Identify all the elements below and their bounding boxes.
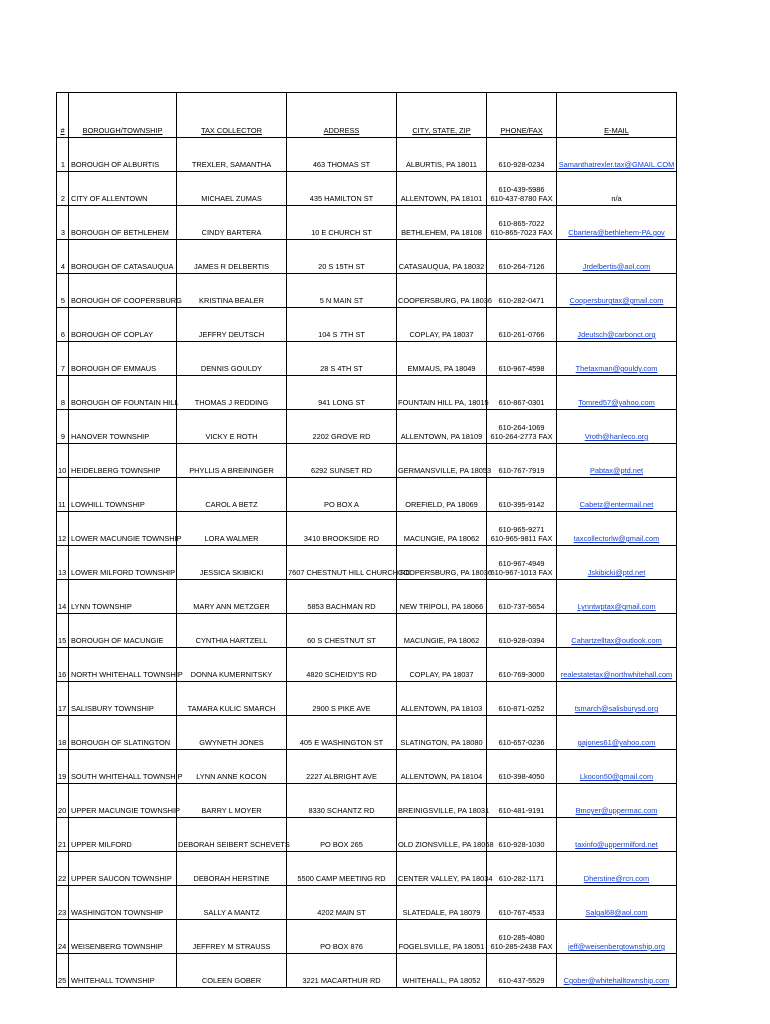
borough-township-cell: BOROUGH OF ALBURTIS — [69, 138, 177, 172]
borough-township-cell: WHITEHALL TOWNSHIP — [69, 954, 177, 988]
borough-township-cell: BOROUGH OF EMMAUS — [69, 342, 177, 376]
address-cell: 941 LONG ST — [287, 376, 397, 410]
table-row — [57, 138, 677, 172]
tax-collector-cell: CAROL A BETZ — [177, 478, 287, 512]
city-state-zip-cell: ALBURTIS, PA 18011 — [397, 138, 487, 172]
tax-collector-cell: TAMARA KULIC SMARCH — [177, 682, 287, 716]
phone-fax-cell — [487, 784, 557, 818]
email-text: n/a — [611, 194, 622, 203]
table-body — [57, 138, 677, 988]
tax-collector-cell: KRISTINA BEALER — [177, 274, 287, 308]
table-row — [57, 614, 677, 648]
phone-fax-cell — [487, 512, 557, 546]
tax-collector-cell: LORA WALMER — [177, 512, 287, 546]
address-cell: 8330 SCHANTZ RD — [287, 784, 397, 818]
address-cell: PO BOX 876 — [287, 920, 397, 954]
table-row — [57, 478, 677, 512]
borough-township-cell: UPPER MACUNGIE TOWNSHIP — [69, 784, 177, 818]
phone-line: 610-928-0234 — [498, 160, 545, 169]
tax-collector-cell: LYNN ANNE KOCON — [177, 750, 287, 784]
table-row — [57, 240, 677, 274]
email-link[interactable]: Vroth@hanleco.org — [584, 432, 649, 441]
tax-collector-table — [56, 92, 677, 988]
phone-line: 610-395-9142 — [498, 500, 545, 509]
phone-line: 610-967-4949 — [498, 559, 545, 568]
email-link[interactable]: Jskibicki@ptd.net — [587, 568, 646, 577]
phone-line: 610-285-2438 FAX — [490, 942, 553, 951]
table-row — [57, 308, 677, 342]
phone-fax-cell — [487, 614, 557, 648]
address-cell: 28 S 4TH ST — [287, 342, 397, 376]
address-cell: 5 N MAIN ST — [287, 274, 397, 308]
email-link[interactable]: taxinfo@uppermilford.net — [575, 840, 658, 849]
city-state-zip-cell: OREFIELD, PA 18069 — [397, 478, 487, 512]
row-number: 20 — [57, 784, 69, 818]
table-row — [57, 342, 677, 376]
table-row — [57, 410, 677, 444]
tax-collector-cell: COLEEN GOBER — [177, 954, 287, 988]
row-number: 4 — [57, 240, 69, 274]
address-cell: 3410 BROOKSIDE RD — [287, 512, 397, 546]
email-cell — [557, 716, 677, 750]
address-cell: 5500 CAMP MEETING RD — [287, 852, 397, 886]
table-row — [57, 376, 677, 410]
email-cell — [557, 444, 677, 478]
phone-line: 610-769-3000 — [498, 670, 545, 679]
phone-fax-cell — [487, 886, 557, 920]
phone-line: 610-928-0394 — [498, 636, 545, 645]
borough-township-cell: SALISBURY TOWNSHIP — [69, 682, 177, 716]
tax-collector-cell: GWYNETH JONES — [177, 716, 287, 750]
borough-township-cell: UPPER SAUCON TOWNSHIP — [69, 852, 177, 886]
email-link[interactable]: gajones61@yahoo.com — [577, 738, 656, 747]
email-cell — [557, 852, 677, 886]
email-cell — [557, 750, 677, 784]
email-cell — [557, 580, 677, 614]
borough-township-cell: BOROUGH OF BETHLEHEM — [69, 206, 177, 240]
borough-township-cell: BOROUGH OF CATASAUQUA — [69, 240, 177, 274]
email-link[interactable]: taxcollectorlw@gmail.com — [573, 534, 660, 543]
row-number: 19 — [57, 750, 69, 784]
table-row — [57, 954, 677, 988]
table-row — [57, 274, 677, 308]
row-number: 6 — [57, 308, 69, 342]
borough-township-cell: WASHINGTON TOWNSHIP — [69, 886, 177, 920]
row-number: 14 — [57, 580, 69, 614]
phone-line: 610-965-9271 — [498, 525, 545, 534]
table-row — [57, 580, 677, 614]
city-state-zip-cell: OLD ZIONSVILLE, PA 18068 — [397, 818, 487, 852]
address-cell: 2900 S PIKE AVE — [287, 682, 397, 716]
address-cell: 10 E CHURCH ST — [287, 206, 397, 240]
address-cell: 5853 BACHMAN RD — [287, 580, 397, 614]
email-cell — [557, 512, 677, 546]
table-row — [57, 682, 677, 716]
borough-township-cell: BOROUGH OF MACUNGIE — [69, 614, 177, 648]
address-cell: 60 S CHESTNUT ST — [287, 614, 397, 648]
city-state-zip-cell: ALLENTOWN, PA 18109 — [397, 410, 487, 444]
email-cell — [557, 274, 677, 308]
email-link[interactable]: Cbartera@bethlehem-PA.gov — [568, 228, 665, 237]
phone-line: 610-737-5654 — [498, 602, 545, 611]
email-cell — [557, 410, 677, 444]
table-row — [57, 818, 677, 852]
city-state-zip-cell: SLATINGTON, PA 18080 — [397, 716, 487, 750]
table-row — [57, 172, 677, 206]
phone-fax-cell — [487, 206, 557, 240]
borough-township-cell: WEISENBERG TOWNSHIP — [69, 920, 177, 954]
address-cell: 2202 GROVE RD — [287, 410, 397, 444]
email-cell — [557, 886, 677, 920]
table-row — [57, 206, 677, 240]
phone-line: 610-967-1013 FAX — [490, 568, 553, 577]
email-link[interactable]: Cgober@whitehalltownship.com — [563, 976, 670, 985]
row-number: 10 — [57, 444, 69, 478]
header-borough-township: BOROUGH/TOWNSHIP — [69, 93, 177, 138]
tax-collector-cell: THOMAS J REDDING — [177, 376, 287, 410]
email-link[interactable]: Lynntwptax@gmail.com — [577, 602, 656, 611]
address-cell: 435 HAMILTON ST — [287, 172, 397, 206]
phone-fax-cell — [487, 342, 557, 376]
header-address: ADDRESS — [287, 93, 397, 138]
email-cell — [557, 138, 677, 172]
address-cell: PO BOX A — [287, 478, 397, 512]
phone-fax-cell — [487, 648, 557, 682]
row-number: 22 — [57, 852, 69, 886]
address-cell: 7607 CHESTNUT HILL CHURCH RD — [287, 546, 397, 580]
table-row — [57, 852, 677, 886]
phone-fax-cell — [487, 172, 557, 206]
city-state-zip-cell: MACUNGIE, PA 18062 — [397, 512, 487, 546]
email-link[interactable]: Jrdelbertis@aol.com — [582, 262, 651, 271]
email-cell — [557, 342, 677, 376]
table-row — [57, 546, 677, 580]
email-cell — [557, 920, 677, 954]
city-state-zip-cell: EMMAUS, PA 18049 — [397, 342, 487, 376]
phone-line: 610-261-0766 — [498, 330, 545, 339]
city-state-zip-cell: SLATEDALE, PA 18079 — [397, 886, 487, 920]
phone-fax-cell — [487, 444, 557, 478]
phone-line: 610-767-4533 — [498, 908, 545, 917]
phone-line: 610-967-4598 — [498, 364, 545, 373]
row-number: 16 — [57, 648, 69, 682]
email-link[interactable]: Salgal68@aol.com — [585, 908, 648, 917]
row-number: 24 — [57, 920, 69, 954]
phone-line: 610-437-5529 — [498, 976, 545, 985]
row-number: 12 — [57, 512, 69, 546]
row-number: 13 — [57, 546, 69, 580]
city-state-zip-cell: FOUNTAIN HILL PA, 18015 — [397, 376, 487, 410]
phone-line: 610-264-1069 — [498, 423, 545, 432]
row-number: 23 — [57, 886, 69, 920]
table-row — [57, 512, 677, 546]
phone-fax-cell — [487, 308, 557, 342]
tax-collector-cell: JEFFREY M STRAUSS — [177, 920, 287, 954]
tax-collector-cell: DEBORAH HERSTINE — [177, 852, 287, 886]
table-row — [57, 444, 677, 478]
city-state-zip-cell: ALLENTOWN, PA 18101 — [397, 172, 487, 206]
phone-line: 610-282-1171 — [498, 874, 545, 883]
row-number: 2 — [57, 172, 69, 206]
email-cell — [557, 478, 677, 512]
email-link[interactable]: Jdeutsch@carbonct.org — [577, 330, 656, 339]
email-link[interactable]: Coopersburgtax@gmail.com — [569, 296, 664, 305]
table-row — [57, 750, 677, 784]
city-state-zip-cell: BREINIGSVILLE, PA 18031 — [397, 784, 487, 818]
email-cell — [557, 954, 677, 988]
row-number: 21 — [57, 818, 69, 852]
phone-fax-cell — [487, 274, 557, 308]
tax-collector-cell: BARRY L MOYER — [177, 784, 287, 818]
tax-collector-cell: JEFFRY DEUTSCH — [177, 308, 287, 342]
city-state-zip-cell: CENTER VALLEY, PA 18034 — [397, 852, 487, 886]
row-number: 8 — [57, 376, 69, 410]
phone-line: 610-865-7023 FAX — [490, 228, 553, 237]
phone-line: 610-767-7919 — [498, 466, 545, 475]
address-cell: PO BOX 265 — [287, 818, 397, 852]
header-phone-fax: PHONE/FAX — [487, 93, 557, 138]
email-link[interactable]: Dherstine@rcn.com — [583, 874, 650, 883]
city-state-zip-cell: WHITEHALL, PA 18052 — [397, 954, 487, 988]
phone-line: 610-657-0236 — [498, 738, 545, 747]
borough-township-cell: BOROUGH OF COPLAY — [69, 308, 177, 342]
city-state-zip-cell: NEW TRIPOLI, PA 18066 — [397, 580, 487, 614]
tax-collector-cell: CINDY BARTERA — [177, 206, 287, 240]
row-number: 1 — [57, 138, 69, 172]
table-row — [57, 784, 677, 818]
phone-line: 610-282-0471 — [498, 296, 545, 305]
phone-line: 610-264-2773 FAX — [490, 432, 553, 441]
address-cell: 4202 MAIN ST — [287, 886, 397, 920]
phone-fax-cell — [487, 240, 557, 274]
borough-township-cell: BOROUGH OF COOPERSBURG — [69, 274, 177, 308]
header-city-state-zip: CITY, STATE, ZIP — [397, 93, 487, 138]
address-cell: 104 S 7TH ST — [287, 308, 397, 342]
tax-collector-cell: TREXLER, SAMANTHA — [177, 138, 287, 172]
borough-township-cell: NORTH WHITEHALL TOWNSHIP — [69, 648, 177, 682]
city-state-zip-cell: FOGELSVILLE, PA 18051 — [397, 920, 487, 954]
table-row — [57, 648, 677, 682]
city-state-zip-cell: ALLENTOWN, PA 18104 — [397, 750, 487, 784]
borough-township-cell: HANOVER TOWNSHIP — [69, 410, 177, 444]
tax-collector-cell: DENNIS GOULDY — [177, 342, 287, 376]
header-email: E-MAIL — [557, 93, 677, 138]
phone-line: 610-871-0252 — [498, 704, 545, 713]
tax-collector-table-container — [56, 92, 676, 988]
row-number: 5 — [57, 274, 69, 308]
email-link[interactable]: Cabetz@entermail.net — [579, 500, 654, 509]
borough-township-cell: UPPER MILFORD — [69, 818, 177, 852]
row-number: 7 — [57, 342, 69, 376]
city-state-zip-cell: MACUNGIE, PA 18062 — [397, 614, 487, 648]
tax-collector-cell: PHYLLIS A BREININGER — [177, 444, 287, 478]
phone-fax-cell — [487, 410, 557, 444]
header-tax-collector: TAX COLLECTOR — [177, 93, 287, 138]
tax-collector-cell: VICKY E ROTH — [177, 410, 287, 444]
row-number: 3 — [57, 206, 69, 240]
city-state-zip-cell: GERMANSVILLE, PA 18053 — [397, 444, 487, 478]
row-number: 15 — [57, 614, 69, 648]
email-cell — [557, 308, 677, 342]
email-cell — [557, 172, 677, 206]
phone-fax-cell — [487, 818, 557, 852]
address-cell: 405 E WASHINGTON ST — [287, 716, 397, 750]
address-cell: 463 THOMAS ST — [287, 138, 397, 172]
phone-fax-cell — [487, 376, 557, 410]
address-cell: 2227 ALBRIGHT AVE — [287, 750, 397, 784]
email-cell — [557, 614, 677, 648]
phone-line: 610-439-5986 — [498, 185, 545, 194]
tax-collector-cell: MARY ANN METZGER — [177, 580, 287, 614]
tax-collector-cell: MICHAEL ZUMAS — [177, 172, 287, 206]
email-cell — [557, 546, 677, 580]
phone-fax-cell — [487, 716, 557, 750]
borough-township-cell: SOUTH WHITEHALL TOWNSHIP — [69, 750, 177, 784]
city-state-zip-cell: COOPERSBURG, PA 18036 — [397, 546, 487, 580]
tax-collector-cell: JESSICA SKIBICKI — [177, 546, 287, 580]
email-link[interactable]: Cahartzelltax@outlook.com — [571, 636, 662, 645]
city-state-zip-cell: COOPERSBURG, PA 18036 — [397, 274, 487, 308]
borough-township-cell: BOROUGH OF FOUNTAIN HILL — [69, 376, 177, 410]
borough-township-cell: HEIDELBERG TOWNSHIP — [69, 444, 177, 478]
table-row — [57, 716, 677, 750]
borough-township-cell: BOROUGH OF SLATINGTON — [69, 716, 177, 750]
email-cell — [557, 206, 677, 240]
address-cell: 6292 SUNSET RD — [287, 444, 397, 478]
email-link[interactable]: Thetaxman@gouldy.com — [575, 364, 658, 373]
tax-collector-cell: CYNTHIA HARTZELL — [177, 614, 287, 648]
phone-fax-cell — [487, 580, 557, 614]
phone-fax-cell — [487, 546, 557, 580]
city-state-zip-cell: COPLAY, PA 18037 — [397, 308, 487, 342]
email-cell — [557, 648, 677, 682]
phone-fax-cell — [487, 920, 557, 954]
address-cell: 20 S 15TH ST — [287, 240, 397, 274]
phone-line: 610-928-1030 — [498, 840, 545, 849]
borough-township-cell: LYNN TOWNSHIP — [69, 580, 177, 614]
email-cell — [557, 376, 677, 410]
row-number: 11 — [57, 478, 69, 512]
tax-collector-cell: DEBORAH SEIBERT SCHEVETS — [177, 818, 287, 852]
phone-fax-cell — [487, 682, 557, 716]
email-link[interactable]: Pabtax@ptd.net — [589, 466, 644, 475]
header-row — [57, 93, 677, 138]
phone-fax-cell — [487, 138, 557, 172]
row-number: 25 — [57, 954, 69, 988]
email-cell — [557, 818, 677, 852]
email-link[interactable]: Lkocon50@gmail.com — [579, 772, 654, 781]
address-cell: 3221 MACARTHUR RD — [287, 954, 397, 988]
address-cell: 4820 SCHEIDY'S RD — [287, 648, 397, 682]
phone-fax-cell — [487, 954, 557, 988]
city-state-zip-cell: BETHLEHEM, PA 18108 — [397, 206, 487, 240]
tax-collector-cell: DONNA KUMERNITSKY — [177, 648, 287, 682]
tax-collector-cell: JAMES R DELBERTIS — [177, 240, 287, 274]
borough-township-cell: CITY OF ALLENTOWN — [69, 172, 177, 206]
email-cell — [557, 682, 677, 716]
email-link[interactable]: jeff@weisenbergtownship.org — [568, 942, 665, 951]
city-state-zip-cell: CATASAUQUA, PA 18032 — [397, 240, 487, 274]
phone-line: 610-481-9191 — [498, 806, 545, 815]
phone-fax-cell — [487, 750, 557, 784]
phone-line: 610-437-8780 FAX — [490, 194, 553, 203]
email-link[interactable]: tsmarch@salisburysd.org — [574, 704, 659, 713]
email-link[interactable]: Tomred57@yahoo.com — [578, 398, 655, 407]
phone-fax-cell — [487, 478, 557, 512]
email-link[interactable]: Bmoyer@uppermac.com — [575, 806, 658, 815]
phone-fax-cell — [487, 852, 557, 886]
phone-line: 610-264-7126 — [498, 262, 545, 271]
borough-township-cell: LOWER MILFORD TOWNSHIP — [69, 546, 177, 580]
phone-line: 610-285-4080 — [498, 933, 545, 942]
table-row — [57, 886, 677, 920]
tax-collector-cell: SALLY A MANTZ — [177, 886, 287, 920]
borough-township-cell: LOWHILL TOWNSHIP — [69, 478, 177, 512]
row-number: 9 — [57, 410, 69, 444]
email-cell — [557, 784, 677, 818]
row-number: 18 — [57, 716, 69, 750]
phone-line: 610-398-4050 — [498, 772, 545, 781]
email-cell — [557, 240, 677, 274]
borough-township-cell: LOWER MACUNGIE TOWNSHIP — [69, 512, 177, 546]
row-number: 17 — [57, 682, 69, 716]
city-state-zip-cell: COPLAY, PA 18037 — [397, 648, 487, 682]
city-state-zip-cell: ALLENTOWN, PA 18103 — [397, 682, 487, 716]
phone-line: 610-867-0301 — [498, 398, 545, 407]
header-number: # — [57, 93, 69, 138]
phone-line: 610-965-9811 FAX — [490, 534, 553, 543]
email-link[interactable]: realestatetax@northwhitehall.com — [560, 670, 673, 679]
phone-line: 610-865-7022 — [498, 219, 545, 228]
table-row — [57, 920, 677, 954]
email-link[interactable]: Samanthatrexler.tax@GMAIL.COM — [558, 160, 675, 169]
